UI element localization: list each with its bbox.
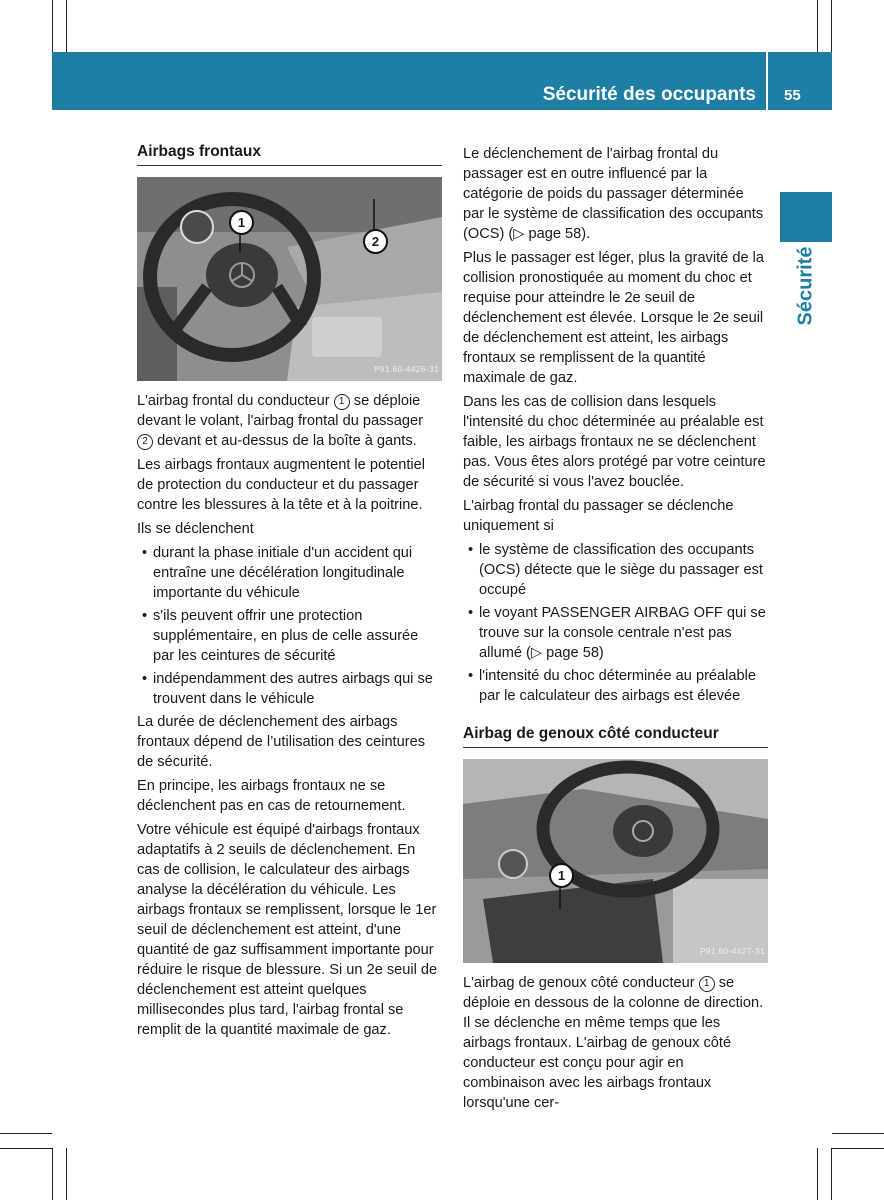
left-column [137,142,442,1044]
dashboard-illustration [137,177,442,381]
callout-ref-1: 1 [334,394,350,410]
paragraph: L'airbag frontal du passager se déclenche uniquement si [463,498,734,534]
heading-airbags-frontaux: Airbags frontaux [137,142,442,166]
crop-mark [66,0,67,52]
paragraph: Ils se déclenchent [137,521,254,537]
crop-mark [52,1148,53,1200]
knee-airbag-illustration [463,759,768,963]
figure-code: P91.60-4427-31 [699,946,765,956]
heading-knee-airbag: Airbag de genoux côté conducteur [463,724,768,748]
list-item: • le système de classification des occupants (OCS) détecte que le siège du passager est occupé [463,540,768,600]
list-item: • s'ils peuvent offrir une protection supplémentaire, en plus de celle assurée par les ceintures de sécurité [137,606,442,666]
paragraph: Le déclenchement de l'airbag frontal du passager est en outre influencé par la catégorie de poids du passager déterminée par le système de classification des occupants (OCS) (▷ page 58). [463,146,764,242]
paragraph: Plus le passager est léger, plus la gravité de la collision pronostiquée au moment du choc et requise pour atteindre le 2e seuil de déclenchement est élevée. Lorsque le 2e seuil de déclenchement est atteint, les airbags frontaux se remplissent de la quantité maximale de gaz. [463,250,764,386]
crop-mark [0,1148,52,1149]
paragraph: En principe, les airbags frontaux ne se déclenchent pas en cas de retournement. [137,778,406,814]
paragraph: Les airbags frontaux augmentent le potentiel de protection du conducteur et du passager contre les blessures à la tête et à la poitrine. [137,457,426,513]
callout-2: 2 [363,229,388,254]
crop-mark [817,1148,818,1200]
crop-mark [66,1148,67,1200]
list-item: • durant la phase initiale d'un accident qui entraîne une décélération longitudinale importante du véhicule [137,543,442,603]
list-item: • l'intensité du choc déterminée au préalable par le calculateur des airbags est élevée [463,666,768,706]
callout-ref-1: 1 [699,976,715,992]
crop-mark [832,1133,884,1134]
callout-1: 1 [229,210,254,235]
section-title: Sécurité des occupants [542,84,756,105]
paragraph: L'airbag frontal du conducteur 1 se déploie devant le volant, l'airbag frontal du passager 2 devant et au-dessus de la boîte à gants. [137,393,423,449]
callout-1: 1 [549,863,574,888]
header-separator [766,52,768,110]
figure-code: P91.60-4426-31 [373,364,439,374]
page-number: 55 [784,87,801,104]
paragraph: L'airbag de genoux côté conducteur 1 se déploie en dessous de la colonne de direction. Il se déclenche en même temps que les airbags frontaux. L'airbag de genoux côté conducteur est conçu pour agir en combinaison avec les airbags frontaux lorsqu'une cer- [463,975,764,1111]
callout-ref-2: 2 [137,434,153,450]
right-column [463,144,768,1117]
side-tab [780,192,832,242]
crop-mark [832,1148,884,1149]
crop-mark [0,1133,52,1134]
crop-mark [831,0,832,52]
crop-mark [831,1148,832,1200]
figure-frontal-airbags [137,177,442,381]
crop-mark [52,0,53,52]
crop-mark [817,0,818,52]
list-item: • le voyant PASSENGER AIRBAG OFF qui se trouve sur la console centrale n'est pas allumé (▷ page 58) [463,603,768,663]
paragraph: Votre véhicule est équipé d'airbags frontaux adaptatifs à 2 seuils de déclenchement. En cas de collision, le calculateur des airbags analyse la décélération du véhicule. Les airbags frontaux se remplissent, lorsque le 1er seuil de déclenchement est atteint, d'une quantité de gaz suffisamment importante pour réduire le risque de blessure. Si un 2e seuil de déclenchement est atteint quelques millisecondes plus tard, l'airbag frontal se remplit de la quantité maximale de gaz. [137,822,438,1038]
side-tab-label: Sécurité [794,246,817,326]
figure-knee-airbag [463,759,768,963]
paragraph: La durée de déclenchement des airbags frontaux dépend de l’utilisation des ceintures de sécurité. [137,714,426,770]
list-item: • indépendamment des autres airbags qui se trouvent dans le véhicule [137,669,442,709]
paragraph: Dans les cas de collision dans lesquels l'intensité du choc déterminée au préalable est faible, les airbags frontaux ne se déclenchent pas. Vous êtes alors protégé par votre ceinture de sécurité si vous l'avez bouclée. [463,394,766,490]
